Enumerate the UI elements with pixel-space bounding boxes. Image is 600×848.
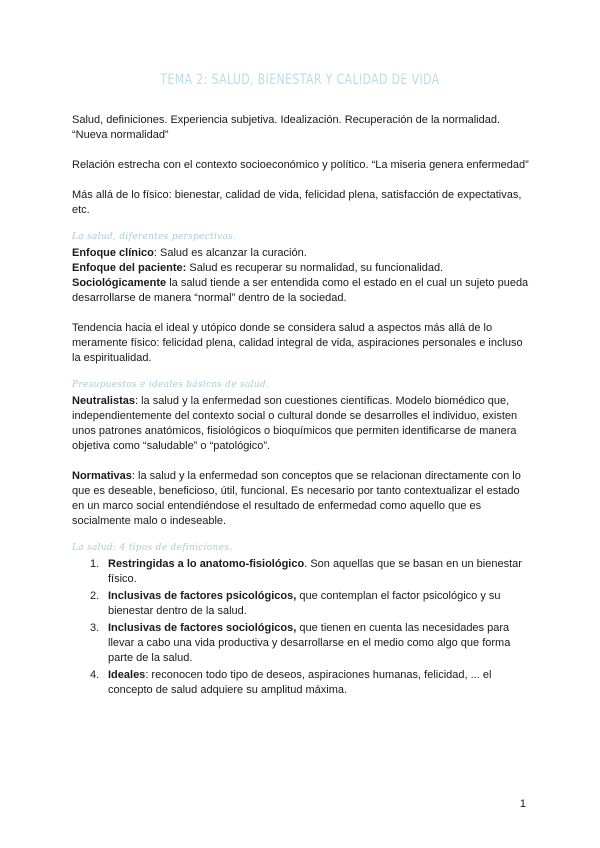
term: Normativas xyxy=(72,470,132,482)
intro-paragraph-2: Relación estrecha con el contexto socioeconómico y político. “La miseria genera enfermedad” xyxy=(72,159,529,171)
list-number: 1. xyxy=(90,558,100,570)
section-heading-perspectives: La salud, diferentes perspectivas. xyxy=(72,232,237,242)
intro-paragraph-1: Salud, definiciones. Experiencia subjetiva. Idealización. Recuperación de la normalidad. “Nueva normalidad” xyxy=(72,114,501,141)
perspective-patient xyxy=(72,261,530,276)
definition: : la salud y la enfermedad son cuestiones científicas. Modelo biomédico que, independientemente del contexto social o cultural donde se desarrolles el individuo, existen unos patrones anatómicos, fisiológicos o bioquímicos que permiten identificarse de manera objetiva como “saludable” o “patológico”. xyxy=(72,395,518,452)
definition: que tienen en cuenta las necesidades para llevar a cabo una vida productiva y desarrollarse en el medio como algo que forma parte de la salud. xyxy=(108,622,511,664)
normatives-paragraph xyxy=(72,469,530,529)
list-item xyxy=(72,557,530,587)
section-heading-presuppositions: Presupuestos e ideales básicos de salud. xyxy=(72,380,270,390)
definition: Salud es recuperar su normalidad, su funcionalidad. xyxy=(186,262,444,274)
definition: . Son aquellas que se basan en un bienestar físico. xyxy=(108,558,522,585)
definitions-list xyxy=(72,557,530,698)
list-item xyxy=(72,589,530,619)
term: Enfoque del paciente: xyxy=(72,262,187,274)
definition: : Salud es alcanzar la curación. xyxy=(153,247,307,259)
page-number: 1 xyxy=(519,798,526,810)
definition: : la salud y la enfermedad son conceptos que se relacionan directamente con lo que es deseable, beneficioso, útil, funcional. Es necesario por tanto contextualizar el estado en un marco social entendiéndose el resultado de enfermedad como aquello que es socialmente malo o indeseable. xyxy=(72,470,521,527)
term: Neutralistas xyxy=(72,395,135,407)
neutralists-paragraph xyxy=(72,394,530,454)
intro-paragraph-3: Más allá de lo físico: bienestar, calidad de vida, felicidad plena, satisfacción de expectativas, etc. xyxy=(72,189,522,216)
page-title: TEMA 2: SALUD, BIENESTAR Y CALIDAD DE VIDA xyxy=(160,72,440,88)
term: Sociológicamente xyxy=(72,277,167,289)
term: Enfoque clínico xyxy=(72,247,154,259)
term: Inclusivas de factores sociológicos, xyxy=(108,622,297,634)
list-item xyxy=(72,668,530,698)
ideal-tendency-paragraph: Tendencia hacia el ideal y utópico donde se considera salud a aspectos más allá de lo meramente físico: felicidad plena, calidad integral de vida, aspiraciones personales e incluso la espiritualidad. xyxy=(72,322,523,364)
list-item xyxy=(72,621,530,666)
perspective-sociological xyxy=(72,276,530,306)
section-heading-definitions: La salud: 4 tipos de definiciones. xyxy=(72,543,233,553)
list-number: 4. xyxy=(90,669,100,681)
definition: la salud tiende a ser entendida como el estado en el cual un sujeto pueda desarrollarse de manera “normal” dentro de la sociedad. xyxy=(72,277,529,304)
list-number: 3. xyxy=(90,622,100,634)
term: Inclusivas de factores psicológicos, xyxy=(108,590,297,602)
definition: que contemplan el factor psicológico y su bienestar dentro de la salud. xyxy=(108,590,501,617)
document-body xyxy=(72,113,530,700)
term: Ideales xyxy=(108,669,146,681)
list-number: 2. xyxy=(90,590,100,602)
definition: : reconocen todo tipo de deseos, aspiraciones humanas, felicidad, ... el concepto de salud adquiere su amplitud máxima. xyxy=(108,669,492,696)
perspective-clinical xyxy=(72,246,530,261)
term: Restringidas a lo anatomo-fisiológico xyxy=(108,558,305,570)
